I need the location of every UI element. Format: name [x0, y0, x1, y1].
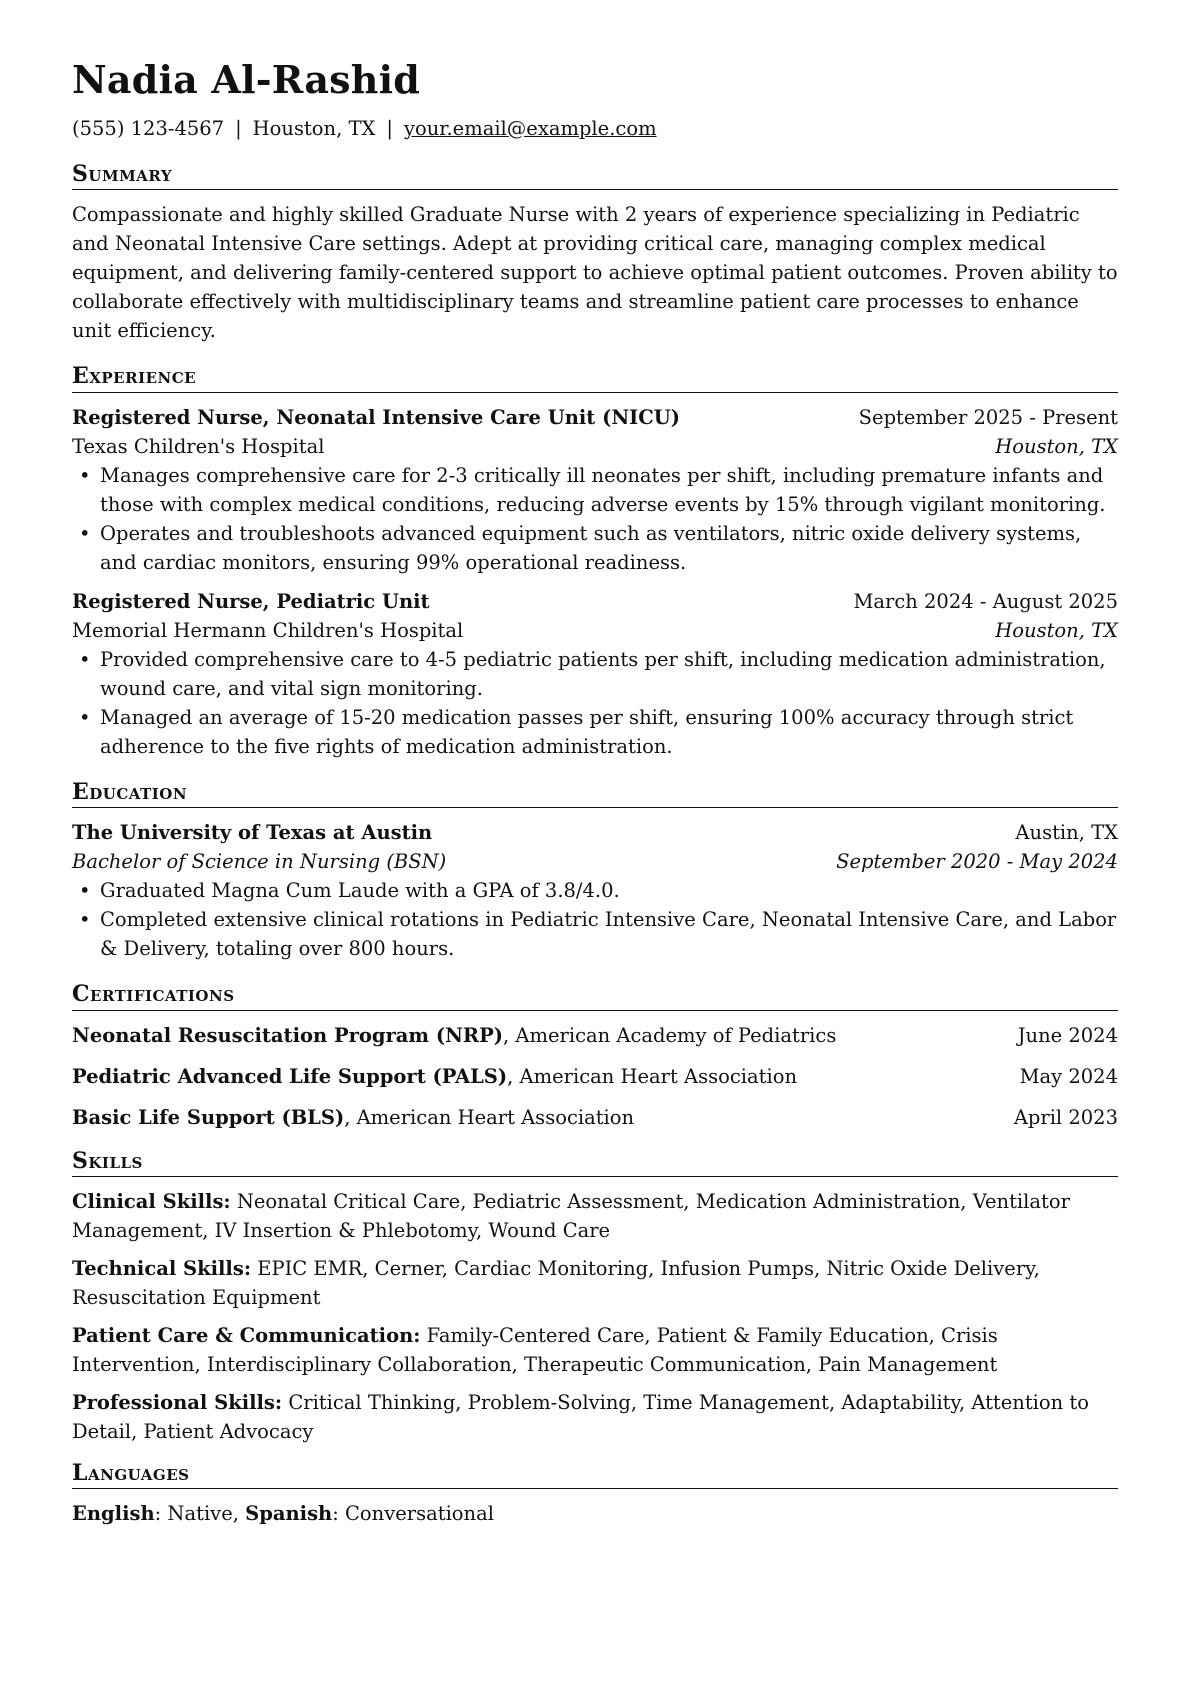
- certification-row: [72, 1021, 1118, 1050]
- education-dates: September 2020 - May 2024: [836, 850, 1118, 874]
- section-title-education: Education: [72, 779, 1118, 808]
- certification-issuer: , American Heart Association: [507, 1064, 798, 1088]
- school-name: The University of Texas at Austin: [72, 821, 433, 845]
- skill-group-label: Clinical Skills:: [72, 1189, 231, 1213]
- list-item: • Completed extensive clinical rotations in Pediatric Intensive Care, Neonatal Intensive Care, and Labor & Delivery, totaling over 800 hours.: [72, 905, 1118, 963]
- job-location: Houston, TX: [995, 434, 1118, 458]
- language-level: : Native,: [154, 1502, 246, 1526]
- summary-text: Compassionate and highly skilled Graduate Nurse with 2 years of experience specializing in Pediatric and Neonatal Intensive Care settings. Adept at providing critical care, managing complex medical equipment, and delivering family-centered support to achieve optimal patient outcomes. Proven ability to collaborate effectively with multidisciplinary teams and streamline patient care processes to enhance unit efficiency.: [72, 203, 1118, 343]
- email-link[interactable]: your.email@example.com: [403, 116, 657, 140]
- section-title-certifications: Certifications: [72, 981, 1118, 1010]
- degree: Bachelor of Science in Nursing (BSN): [72, 850, 447, 874]
- languages-text: [72, 1499, 1118, 1528]
- section-title-experience: Experience: [72, 363, 1118, 392]
- skill-group-label: Patient Care & Communication:: [72, 1323, 421, 1347]
- list-item: • Provided comprehensive care to 4-5 pediatric patients per shift, including medication administration, wound care, and vital sign monitoring.: [72, 645, 1118, 703]
- certification-name: Basic Life Support (BLS): [72, 1105, 345, 1129]
- education-section: [72, 779, 1118, 963]
- language-level: : Conversational: [332, 1502, 494, 1526]
- skill-group-text: Critical Thinking, Problem-Solving, Time Management, Adaptability, Attention to Detail, Patient Advocacy: [72, 1390, 1089, 1443]
- list-item: • Graduated Magna Cum Laude with a GPA of 3.8/4.0.: [72, 876, 1118, 905]
- contact-line: [72, 116, 1118, 141]
- skill-group-text: Family-Centered Care, Patient & Family Education, Crisis Intervention, Interdisciplinary Collaboration, Therapeutic Communication, Pain Management: [72, 1323, 998, 1376]
- section-title-skills: Skills: [72, 1148, 1118, 1177]
- skill-group: [72, 1187, 1118, 1245]
- job-organization: Texas Children's Hospital: [72, 434, 325, 458]
- certification-name: Pediatric Advanced Life Support (PALS): [72, 1064, 508, 1088]
- candidate-name: Nadia Al-Rashid: [72, 57, 421, 102]
- section-title-summary: Summary: [72, 161, 1118, 190]
- contact-separator: |: [235, 116, 242, 140]
- skill-group: [72, 1254, 1118, 1312]
- job-bullets: [72, 645, 1118, 761]
- summary-section: [72, 161, 1118, 345]
- list-item: • Managed an average of 15-20 medication passes per shift, ensuring 100% accuracy through strict adherence to the five rights of medication administration.: [72, 703, 1118, 761]
- phone-number: (555) 123-4567: [72, 116, 225, 140]
- language-name: English: [72, 1502, 155, 1526]
- contact-separator: |: [386, 116, 393, 140]
- job-location: Houston, TX: [995, 618, 1118, 642]
- job-dates: September 2025 - Present: [858, 405, 1118, 429]
- certification-issuer: , American Heart Association: [344, 1105, 635, 1129]
- job-dates: March 2024 - August 2025: [853, 589, 1118, 613]
- job-bullets: [72, 461, 1118, 577]
- job-role: Registered Nurse, Pediatric Unit: [72, 589, 430, 613]
- skill-group-label: Technical Skills:: [72, 1256, 252, 1280]
- skills-section: [72, 1148, 1118, 1446]
- list-item: • Manages comprehensive care for 2-3 critically ill neonates per shift, including premature infants and those with complex medical conditions, reducing adverse events by 15% through vigilant monitoring.: [72, 461, 1118, 519]
- certification-date: June 2024: [1017, 1023, 1118, 1047]
- list-item: • Operates and troubleshoots advanced equipment such as ventilators, nitric oxide delivery systems, and cardiac monitors, ensuring 99% operational readiness.: [72, 519, 1118, 577]
- skill-group-text: EPIC EMR, Cerner, Cardiac Monitoring, Infusion Pumps, Nitric Oxide Delivery, Resuscitation Equipment: [72, 1256, 1040, 1309]
- skill-group-text: Neonatal Critical Care, Pediatric Assessment, Medication Administration, Ventilator Management, IV Insertion & Phlebotomy, Wound Care: [72, 1189, 1070, 1242]
- skill-group: [72, 1321, 1118, 1379]
- certifications-section: [72, 981, 1118, 1131]
- job-role: Registered Nurse, Neonatal Intensive Care Unit (NICU): [72, 405, 681, 429]
- experience-entry: [72, 587, 1118, 761]
- certification-row: [72, 1103, 1118, 1132]
- experience-entry: [72, 403, 1118, 577]
- location: Houston, TX: [252, 116, 376, 140]
- certification-name: Neonatal Resuscitation Program (NRP): [72, 1023, 503, 1047]
- job-organization: Memorial Hermann Children's Hospital: [72, 618, 464, 642]
- skill-group-label: Professional Skills:: [72, 1390, 283, 1414]
- languages-section: [72, 1460, 1118, 1528]
- certification-issuer: , American Academy of Pediatrics: [503, 1023, 837, 1047]
- skill-group: [72, 1388, 1118, 1446]
- section-title-languages: Languages: [72, 1460, 1118, 1489]
- school-location: Austin, TX: [1015, 821, 1118, 845]
- certification-date: April 2023: [1013, 1105, 1118, 1129]
- education-bullets: [72, 876, 1118, 963]
- certification-row: [72, 1062, 1118, 1091]
- experience-section: [72, 363, 1118, 760]
- certification-date: May 2024: [1019, 1064, 1118, 1088]
- language-name: Spanish: [245, 1502, 333, 1526]
